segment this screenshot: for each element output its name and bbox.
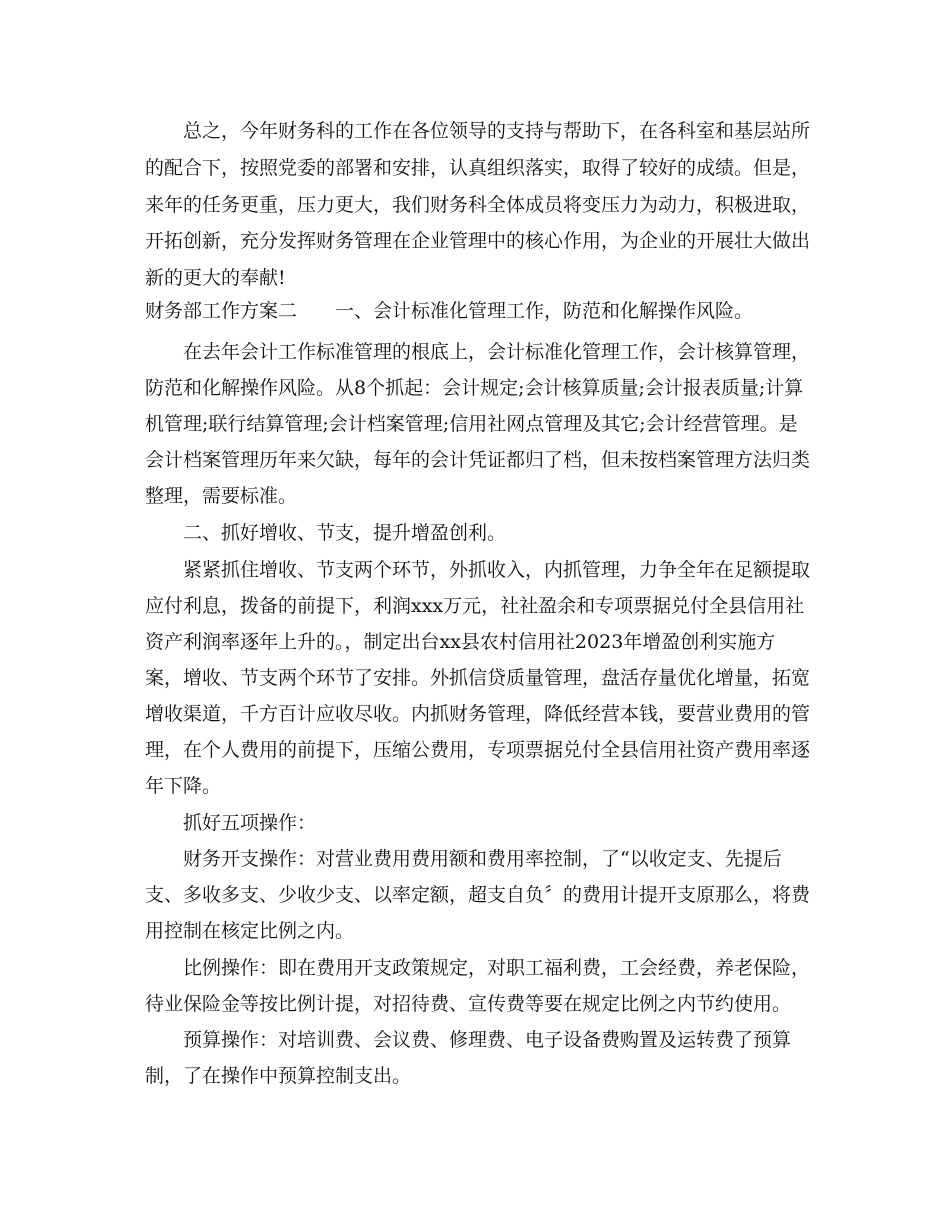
paragraph-line: 整理，需要标准。	[145, 485, 298, 507]
paragraph-line: 资产利润率逐年上升的。，制定出台xx县农村信用社2023年增盈创利实施方	[145, 631, 776, 653]
paragraph-line: 比例操作：即在费用开支政策规定，对职工福利费，工会经费，养老保险，	[183, 957, 811, 979]
paragraph-line: 制，了在操作中预算控制支出。	[145, 1065, 412, 1087]
paragraph-line: 的配合下，按照党委的部署和安排，认真组织落实，取得了较好的成绩。但是，	[145, 157, 811, 179]
section-heading: 二、抓好增收、节支，提升增盈创利。	[183, 522, 507, 544]
paragraph-line: 应付利息，拨备的前提下，利润xxx万元，社社盈余和专项票据兑付全县信用社	[145, 595, 805, 617]
paragraph-line: 用控制在核定比例之内。	[145, 920, 355, 942]
section-heading: 抓好五项操作：	[183, 812, 317, 834]
paragraph-line: 防范和化解操作风险。从8个抓起：会计规定;会计核算质量;会计报表质量;计算	[145, 377, 804, 399]
paragraph-line: 总之，今年财务科的工作在各位领导的支持与帮助下，在各科室和基层站所	[183, 120, 811, 142]
paragraph-line: 年下降。	[145, 775, 222, 797]
paragraph-line: 开拓创新，充分发挥财务管理在企业管理中的核心作用，为企业的开展壮大做出	[145, 230, 811, 252]
paragraph-line: 在去年会计工作标准管理的根底上，会计标准化管理工作，会计核算管理，	[183, 341, 811, 363]
paragraph-line: 会计档案管理历年来欠缺，每年的会计凭证都归了档，但未按档案管理方法归类	[145, 449, 811, 471]
paragraph-line: 待业保险金等按比例计提，对招待费、宣传费等要在规定比例之内节约使用。	[145, 993, 792, 1015]
paragraph-line: 理，在个人费用的前提下，压缩公费用，专项票据兑付全县信用社资产费用率逐	[145, 739, 811, 761]
paragraph-line: 财务开支操作：对营业费用费用额和费用率控制，了“以收定支、先提后	[183, 848, 782, 870]
paragraph-line: 案，增收、节支两个环节了安排。外抓信贷质量管理，盘活存量优化增量，拓宽	[145, 667, 811, 689]
paragraph-line: 紧紧抓住增收、节支两个环节，外抓收入，内抓管理，力争全年在足额提取	[183, 559, 811, 581]
paragraph-line: 来年的任务更重，压力更大，我们财务科全体成员将变压力为动力，积极进取，	[145, 194, 811, 216]
paragraph-line: 新的更大的奉献!	[145, 267, 286, 289]
paragraph-line: 增收渠道，千方百计应收尽收。内抓财务管理，降低经营本钱，要营业费用的管	[145, 703, 811, 725]
section-heading: 财务部工作方案二 一、会计标准化管理工作，防范和化解操作风险。	[145, 300, 754, 322]
paragraph-line: 支、多收多支、少收少支、以率定额，超支自负〞的费用计提开支原那么，将费	[145, 884, 811, 906]
paragraph-line: 预算操作：对培训费、会议费、修理费、电子设备费购置及运转费了预算	[183, 1029, 792, 1051]
paragraph-line: 机管理;联行结算管理;会计档案管理;信用社网点管理及其它;会计经营管理。是	[145, 413, 798, 435]
